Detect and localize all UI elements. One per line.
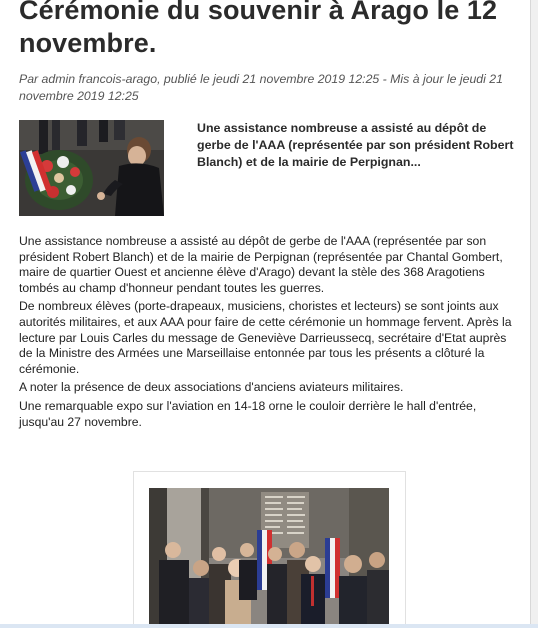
bottom-edge <box>0 624 538 628</box>
article-meta: Par admin francois-arago, publié le jeudi 21 novembre 2019 12:25 - Mis à jour le jeudi 21 novembre 2019 12:25 <box>19 72 503 103</box>
paragraph-3: A noter la présence de deux associations d'anciens aviateurs militaires. <box>19 380 404 395</box>
article-title: Cérémonie du souvenir à Arago le 12 novembre. <box>19 0 498 58</box>
group-photo-scene <box>149 488 389 628</box>
scrollbar-track[interactable] <box>530 0 538 628</box>
article-thumbnail-image[interactable] <box>19 120 164 216</box>
paragraph-4: Une remarquable expo sur l'aviation en 14-18 orne le couloir derrière le hall d'entrée, jusqu'au 27 novembre. <box>19 398 477 429</box>
article-body <box>19 234 523 433</box>
thumbnail-wreath-scene <box>19 120 164 216</box>
article-lead: Une assistance nombreuse a assisté au dépôt de gerbe de l'AAA (représentée par son président Robert Blanch) et de la mairie de Perpignan... <box>197 121 514 169</box>
ceremony-group-photo[interactable] <box>149 488 389 628</box>
paragraph-1: Une assistance nombreuse a assisté au dépôt de gerbe de l'AAA (représentée par son président Robert Blanch) et de la mairie de Perpignan (représentée par Chantal Gombert, maire de quartier Ouest et ancienne élève d'Arago) devant la stèle des 368 Aragotiens tombés au champ d'honneur pendant toutes les guerres. <box>19 234 503 295</box>
paragraph-2: De nombreux élèves (porte-drapeaux, musiciens, choristes et lecteurs) se sont joints aux autorités militaires, et aux AAA pour faire de cette cérémonie un hommage fervent. Après la lecture par Louis Carles du message de Geneviève Darrieussecq, secrétaire d'Etat auprès de la Ministre des Armées une Marseillaise entonnée par tous les présents a clôturé la cérémonie. <box>19 299 512 376</box>
